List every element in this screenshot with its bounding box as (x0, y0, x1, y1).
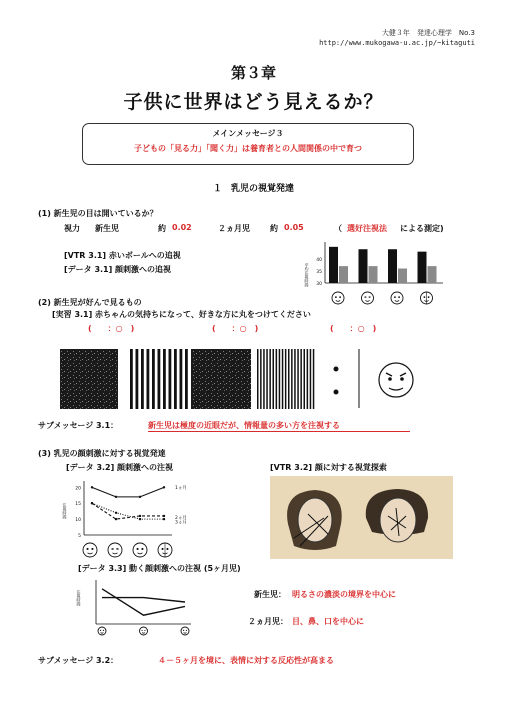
bar (369, 266, 378, 283)
bar (398, 269, 407, 283)
pair3-answer: ( ：○ ) (330, 324, 377, 333)
line-chart-plot (63, 481, 187, 539)
stimulus-patterns (60, 344, 470, 412)
data-point (91, 502, 93, 504)
face-icon (332, 292, 344, 304)
stripe (307, 349, 309, 409)
series-line (92, 503, 164, 519)
data33-line-chart (76, 576, 206, 636)
stripe (152, 349, 155, 409)
data-point (115, 512, 117, 514)
data-point (139, 515, 141, 517)
stripe (304, 349, 306, 409)
vtr31-label: [VTR 3.1] 赤いボールへの追視 (64, 251, 181, 260)
sub32-text: ４－５ヶ月を境に、表情に対する反応性が高まる (158, 656, 334, 665)
sub32-label: サブメッセージ 3.2： (38, 656, 119, 665)
data-point (139, 496, 141, 498)
twomonth-note-label: ２ヵ月児： (248, 617, 288, 626)
stripe (273, 349, 275, 409)
stripe (174, 349, 177, 409)
data-point (115, 518, 117, 520)
legend-label: 2ヵ月 (175, 515, 187, 521)
data33-label: [データ 3.3] 動く顔刺激への注視 (5ヶ月児) (78, 564, 241, 573)
sub31-text: 新生児は極度の近眼だが、情報量の多い方を注視する (148, 420, 410, 432)
stripe (147, 349, 150, 409)
stripe (297, 349, 299, 409)
main-message-box (82, 123, 414, 165)
approx-label-1: 約 (158, 224, 166, 233)
line-chart-plot-2 (77, 580, 192, 635)
section-heading: １ 乳児の視覚発達 (212, 184, 294, 194)
stripe (291, 349, 293, 409)
face-photo-left (287, 490, 342, 550)
bar-chart-plot (305, 242, 444, 304)
y-tick-label: 10 (75, 518, 81, 524)
fine-stripes-stimulus (257, 349, 314, 409)
y-tick-label: 20 (75, 486, 81, 492)
newborn-note-text: 明るさの濃淡の境界を中心に (292, 590, 396, 599)
data-point (115, 496, 117, 498)
face-stimuli-row (80, 538, 200, 562)
newborn-label: 新生児 (95, 224, 119, 233)
face-icon (98, 627, 106, 635)
face-icon (140, 627, 148, 635)
twomonth-label: ２ヵ月児 (218, 224, 250, 233)
stripe (158, 349, 161, 409)
q2-heading: (2) 新生児が好んで見るもの (38, 298, 142, 307)
face-icon (391, 292, 403, 304)
face-icon (108, 543, 122, 557)
y-axis-label: 注視時間 (76, 590, 82, 606)
y-tick-label: 30 (316, 282, 322, 287)
grey-noise-stimulus (60, 349, 118, 409)
approx-label-2: 約 (270, 224, 278, 233)
y-tick-label: 5 (78, 534, 81, 539)
legend-label: 3ヵ月 (175, 520, 187, 526)
bar (339, 266, 348, 283)
stripe (263, 349, 265, 409)
stripe (276, 349, 278, 409)
main-message-text: 子どもの「見る力」「聞く力」は養育者との人間関係の中で育つ (134, 144, 362, 153)
stripe (130, 349, 133, 409)
twomonth-note-text: 目、鼻、口を中心に (292, 617, 364, 626)
pair1-answer: ( ：○ ) (88, 324, 135, 333)
dot-stimulus-2 (334, 390, 339, 395)
y-tick-label: 15 (75, 502, 81, 508)
stripe (279, 349, 281, 409)
series-line (92, 503, 164, 519)
series-line (102, 589, 185, 615)
paren-open: （ (334, 224, 342, 233)
pair2-answer: ( ：○ ) (212, 324, 259, 333)
grey-noise-stimulus-2 (191, 349, 251, 409)
stripe (136, 349, 139, 409)
stripe (269, 349, 271, 409)
series-line (102, 598, 185, 602)
stripe (285, 349, 287, 409)
data-point (163, 518, 165, 520)
bar (428, 266, 437, 283)
stripe (266, 349, 268, 409)
data-point (163, 486, 165, 488)
course-header: 大健３年 発達心理学 No.3 (381, 29, 475, 37)
chapter-heading: 第３章 (230, 64, 276, 82)
stripe (282, 349, 284, 409)
method-suffix: による測定) (400, 224, 444, 233)
stripe (260, 349, 262, 409)
stripe (185, 349, 188, 409)
exercise-label: [実習 3.1] 赤ちゃんの気持ちになって、好きな方に丸をつけてください (52, 310, 311, 319)
vtr32-label: [VTR 3.2] 顔に対する視覚探索 (270, 463, 387, 472)
series-line (92, 487, 164, 497)
method-name: 選好注視法 (347, 224, 387, 233)
page-title: 子供に世界はどう見えるか？ (123, 91, 384, 113)
newborn-acuity-value: 0.02 (172, 223, 192, 232)
legend-label: 1ヵ月 (175, 485, 187, 491)
y-tick-label: 35 (316, 269, 322, 275)
stripe (180, 349, 183, 409)
dot-stimulus (334, 367, 339, 372)
bar (329, 247, 338, 283)
face-icon (83, 543, 97, 557)
face-icon (133, 543, 147, 557)
stripe (257, 349, 259, 409)
y-axis-label: 平均注視時間 (304, 263, 310, 287)
stripe (313, 349, 315, 409)
bar (359, 249, 368, 283)
stripe (141, 349, 144, 409)
data-point (163, 515, 165, 517)
acuity-label: 視力 (64, 224, 80, 233)
y-axis-label: 注視時間 (62, 503, 68, 519)
stripe (169, 349, 172, 409)
stripe (300, 349, 302, 409)
stripe (163, 349, 166, 409)
data31-bar-chart (303, 237, 448, 310)
q1-heading: (1) 新生児の目は開いているか？ (38, 209, 158, 218)
face-stimulus (379, 363, 413, 397)
header-url: http://www.mukogawa-u.ac.jp/~kitaguti (319, 39, 475, 47)
q3-heading: (3) 乳児の顔刺激に対する視覚発達 (38, 449, 166, 458)
twomonth-acuity-value: 0.05 (284, 223, 304, 232)
data32-label: [データ 3.2] 顔刺激への注視 (66, 463, 174, 472)
sub31-label: サブメッセージ 3.1： (38, 421, 119, 430)
data31-label: [データ 3.1] 顔刺激への追視 (64, 265, 172, 274)
face-scan-photos (270, 476, 453, 559)
face-photo-right (366, 489, 428, 542)
data-point (139, 518, 141, 520)
coarse-stripes-stimulus (130, 349, 188, 409)
main-message-label: メインメッセージ３ (212, 129, 284, 138)
bar (388, 249, 397, 283)
newborn-note-label: 新生児： (254, 590, 286, 599)
y-tick-label: 40 (316, 257, 322, 263)
stripe (288, 349, 290, 409)
stripe (310, 349, 312, 409)
face-icon (181, 627, 189, 635)
stripe (294, 349, 296, 409)
bar (418, 252, 427, 283)
data-point (91, 486, 93, 488)
face-icon (362, 292, 374, 304)
